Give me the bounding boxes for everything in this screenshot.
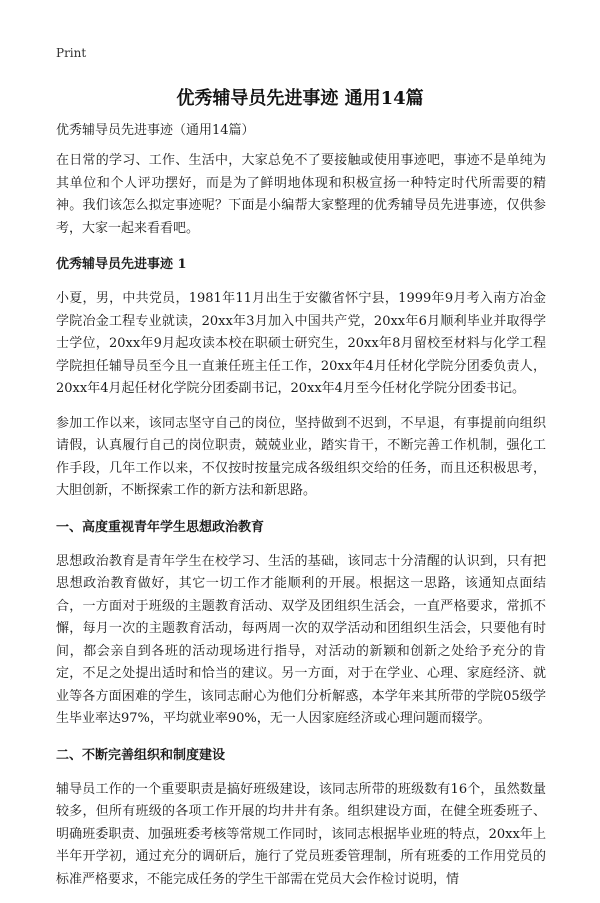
document-subtitle: 优秀辅导员先进事迹（通用14篇） — [56, 123, 255, 138]
heading-political-education: 一、高度重视青年学生思想政治教育 — [56, 519, 265, 535]
document-title: 优秀辅导员先进事迹 通用14篇 — [176, 88, 424, 109]
heading-organization: 二、不断完善组织和制度建设 — [56, 747, 226, 763]
bio-paragraph: 小夏，男，中共党员，1981年11月出生于安徽省怀宁县，1999年9月考入南方冶金学院冶金工程专业就读，20xx年3月加入中国共产党，20xx年6月顺利毕业并取得学士学位，20xx年9月起攻读本校在职硕士研究生，20xx年8月留校至材料与化学工程学院担任辅导员至今且一直兼任班主任工作，20xx年4月任材化学院分团委负责人，20xx年4月起任材化学院分团委副书记，20xx年4月至今任材化学院分团委书记。 — [56, 291, 546, 396]
section-title: 优秀辅导员先进事迹 1 — [56, 257, 187, 272]
political-education-paragraph: 思想政治教育是青年学生在校学习、生活的基础，该同志十分清醒的认识到，只有把思想政治教育做好，其它一切工作才能顺利的开展。根据这一思路，该通知点面结合，一方面对于班级的主题教育活动、双学及团组织生活会，一直严格要求，常抓不懈，每月一次的主题教育活动，每两周一次的双学活动和团组织生活会，只要他有时间，都会亲自到各班的活动现场进行指导，对活动的新颖和创新之处给予充分的肯定，不足之处提出适时和恰当的建议。另一方面，对于在学业、心理、家庭经济、就业等各方面困难的学生，该同志耐心为他们分析解惑，本学年来其所带的学院05级学生毕业率达97%，平均就业率90%，无一人因家庭经济或心理问题而辍学。 — [56, 553, 546, 726]
organization-paragraph: 辅导员工作的一个重要职责是搞好班级建设，该同志所带的班级数有16个，虽然数量较多，但所有班级的各项工作开展的均井井有条。组织建设方面，在健全班委班子、明确班委职责、加强班委考核等常规工作同时，该同志根据毕业班的特点，20xx年上半年开学初，通过充分的调研后，施行了党员班委管理制，所有班委的工作用党员的标准严格要求，不能完成任务的学生干部需在党员大会作检讨说明，情 — [56, 781, 546, 887]
intro-paragraph: 在日常的学习、工作、生活中，大家总免不了要接触或使用事迹吧，事迹不是单纯为其单位和个人评功摆好，而是为了鲜明地体现和积极宣扬一种特定时代所需要的精神。我们该怎么拟定事迹呢？下面是小编帮大家整理的优秀辅导员先进事迹，仅供参考，大家一起来看看吧。 — [56, 153, 546, 236]
print-label[interactable]: Print — [56, 46, 87, 60]
work-paragraph: 参加工作以来，该同志坚守自己的岗位，坚持做到不迟到，不早退，有事提前向组织请假，认真履行自己的岗位职责，兢兢业业，踏实肯干，不断完善工作机制，强化工作手段，几年工作以来，不仅按时按量完成各级组织交给的任务，而且还积极思考，大胆创新，不断探索工作的新方法和新思路。 — [56, 415, 546, 498]
document-body — [56, 120, 546, 903]
